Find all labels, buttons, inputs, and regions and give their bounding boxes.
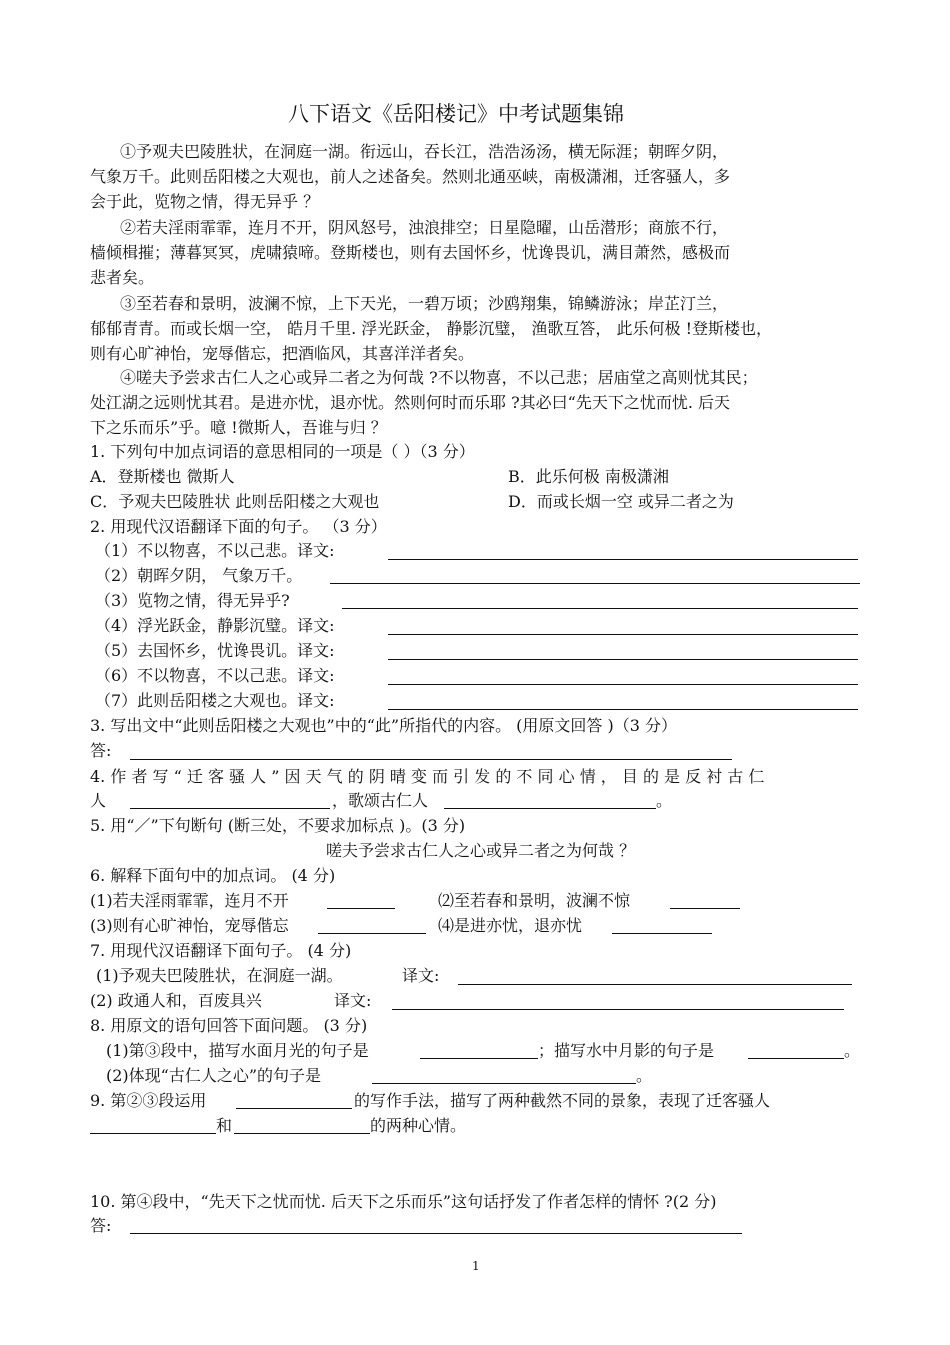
q6-item-3: (3)则有心旷神怡，宠辱偕忘 xyxy=(90,916,289,935)
q9-blank-2[interactable] xyxy=(90,1133,216,1134)
q7-item-1-label: 译文: xyxy=(402,966,440,985)
q1-option-b: B．此乐何极 南极潇湘 xyxy=(508,467,669,486)
passage-p2-line3: 悲者矣。 xyxy=(90,268,155,287)
q2-item-4: （4）浮光跃金，静影沉璧。译文: xyxy=(95,616,335,635)
passage-p1-line1: ①予观夫巴陵胜状，在洞庭一湖。衔远山，吞长江，浩浩汤汤，横无际涯；朝晖夕阴， xyxy=(120,142,729,161)
q2-answer-line-1[interactable] xyxy=(388,559,858,560)
q2-item-2: （2）朝晖夕阴， 气象万千。 xyxy=(95,566,303,585)
q8-item-1a: (1)第③段中，描写水面月光的句子是 xyxy=(106,1041,369,1060)
passage-p3-line2: 郁郁青青。而或长烟一空， 皓月千里. 浮光跃金， 静影沉璧， 渔歌互答， 此乐何极 !登斯楼也， xyxy=(90,319,773,338)
q9-part-c: 和 xyxy=(216,1116,233,1135)
q3-stem: 3. 写出文中“此则岳阳楼之大观也”中的“此”所指代的内容。 (用原文回答 )（3 分） xyxy=(90,716,677,735)
q5-sentence: 嗟夫予尝求古仁人之心或异二者之为何哉 ？ xyxy=(326,841,636,860)
passage-p4-line2: 处江湖之远则忧其君。是进亦忧，退亦忧。然则何时而乐耶 ?其必曰“先天下之忧而忧. 后天 xyxy=(90,393,731,412)
q1-option-d: D．而或长烟一空 或异二者之为 xyxy=(508,492,734,511)
q8-item-2b: 。 xyxy=(636,1066,653,1085)
q2-item-7: （7）此则岳阳楼之大观也。译文: xyxy=(95,691,335,710)
passage-p1-line2: 气象万千。此则岳阳楼之大观也，前人之述备矣。然则北通巫峡，南极潇湘，迁客骚人，多 xyxy=(90,167,731,186)
passage-p3-line1: ③至若春和景明，波澜不惊，上下天光，一碧万顷；沙鸥翔集，锦鳞游泳；岸芷汀兰， xyxy=(120,294,729,313)
page-number: 1 xyxy=(472,1259,480,1273)
q8-item-2a: (2)体现“古仁人之心”的句子是 xyxy=(106,1066,322,1085)
q7-stem: 7. 用现代汉语翻译下面句子。 (4 分) xyxy=(90,941,352,960)
q4-part-c: 。 xyxy=(656,791,673,810)
q9-blank-3[interactable] xyxy=(234,1133,370,1134)
q2-answer-line-5[interactable] xyxy=(388,659,858,660)
q6-blank-1[interactable] xyxy=(327,908,395,909)
q9-part-b: 的写作手法，描写了两种截然不同的景象，表现了迁客骚人 xyxy=(354,1091,771,1110)
q4-part-b: ，歌颂古仁人 xyxy=(332,791,429,810)
q10-stem: 10. 第④段中，“先天下之忧而忧. 后天下之乐而乐”这句话抒发了作者怎样的情怀 ?(2 分) xyxy=(90,1192,717,1211)
passage-p4-line3: 下之乐而乐”乎。噫 !微斯人，吾谁与归 ？ xyxy=(90,418,387,437)
q4-blank-1[interactable] xyxy=(130,808,330,809)
q1-stem: 1. 下列句中加点词语的意思相同的一项是（ ）（3 分） xyxy=(90,442,475,461)
q7-item-2-label: 译文: xyxy=(334,991,372,1010)
q6-blank-2[interactable] xyxy=(670,908,740,909)
q8-item-1c: 。 xyxy=(844,1041,861,1060)
q5-stem: 5. 用“／”下句断句 (断三处，不要求加标点 )。(3 分) xyxy=(90,816,466,835)
q2-answer-line-3[interactable] xyxy=(342,608,858,609)
q6-item-4: ⑷是进亦忧，退亦忧 xyxy=(438,916,583,935)
q2-answer-line-6[interactable] xyxy=(388,684,858,685)
q4-part-a: 人 xyxy=(90,791,107,810)
passage-p2-line2: 樯倾楫摧；薄暮冥冥，虎啸猿啼。登斯楼也，则有去国怀乡，忧谗畏讥，满目萧然，感极而 xyxy=(90,243,731,262)
q1-option-a: A．登斯楼也 微斯人 xyxy=(90,467,235,486)
q2-item-3: （3）览物之情，得无异乎? xyxy=(95,591,290,610)
q9-blank-1[interactable] xyxy=(236,1108,352,1109)
q2-answer-line-7[interactable] xyxy=(388,709,858,710)
q2-answer-line-4[interactable] xyxy=(388,634,858,635)
q8-stem: 8. 用原文的语句回答下面问题。 (3 分) xyxy=(90,1016,368,1035)
q2-answer-line-2[interactable] xyxy=(330,583,860,584)
q4-blank-2[interactable] xyxy=(444,808,656,809)
q7-item-2: (2) 政通人和，百废具兴 xyxy=(90,991,262,1010)
q6-item-1: (1)若夫淫雨霏霏，连月不开 xyxy=(90,891,289,910)
q3-answer-label: 答: xyxy=(90,741,112,760)
q1-option-c: C．予观夫巴陵胜状 此则岳阳楼之大观也 xyxy=(90,492,380,511)
q9-part-d: 的两种心情。 xyxy=(370,1116,467,1135)
q10-answer-label: 答: xyxy=(90,1216,112,1235)
q4-line1: 4. 作 者 写 “ 迁 客 骚 人 ” 因 天 气 的 阴 晴 变 而 引 发 的 不 同 心 情 ， 目 的 是 反 衬 古 仁 xyxy=(90,767,765,786)
q6-stem: 6. 解释下面句中的加点词。 (4 分) xyxy=(90,866,336,885)
q8-blank-3[interactable] xyxy=(372,1083,636,1084)
q2-item-6: （6）不以物喜，不以己悲。译文: xyxy=(95,666,335,685)
passage-p1-line3: 会于此，览物之情，得无异乎 ？ xyxy=(90,192,320,211)
q7-answer-line-1[interactable] xyxy=(458,984,852,985)
q7-item-1: (1)予观夫巴陵胜状，在洞庭一湖。 xyxy=(96,966,343,985)
q7-answer-line-2[interactable] xyxy=(392,1009,844,1010)
q9-part-a: 9. 第②③段运用 xyxy=(90,1091,207,1110)
q3-answer-line[interactable] xyxy=(130,759,732,760)
q6-blank-3[interactable] xyxy=(318,933,426,934)
q6-item-2: ⑵至若春和景明，波澜不惊 xyxy=(438,891,631,910)
q10-answer-line[interactable] xyxy=(130,1233,742,1234)
q2-item-1: （1）不以物喜，不以己悲。译文: xyxy=(95,541,335,560)
q8-item-1b: ；描写水中月影的句子是 xyxy=(538,1041,715,1060)
passage-p4-line1: ④嗟夫予尝求古仁人之心或异二者之为何哉 ?不以物喜，不以己悲；居庙堂之高则忧其民； xyxy=(120,368,758,387)
q8-blank-2[interactable] xyxy=(748,1058,844,1059)
passage-p3-line3: 则有心旷神怡，宠辱偕忘，把酒临风，其喜洋洋者矣。 xyxy=(90,344,475,363)
passage-p2-line1: ②若夫淫雨霏霏，连月不开，阴风怒号，浊浪排空；日星隐曜，山岳潜形；商旅不行， xyxy=(120,218,729,237)
q6-blank-4[interactable] xyxy=(612,933,712,934)
q2-stem: 2. 用现代汉语翻译下面的句子。 （3 分） xyxy=(90,517,387,536)
q2-item-5: （5）去国怀乡，忧谗畏讥。译文: xyxy=(95,641,335,660)
q8-blank-1[interactable] xyxy=(420,1058,538,1059)
page-title: 八下语文《岳阳楼记》中考试题集锦 xyxy=(288,102,624,126)
